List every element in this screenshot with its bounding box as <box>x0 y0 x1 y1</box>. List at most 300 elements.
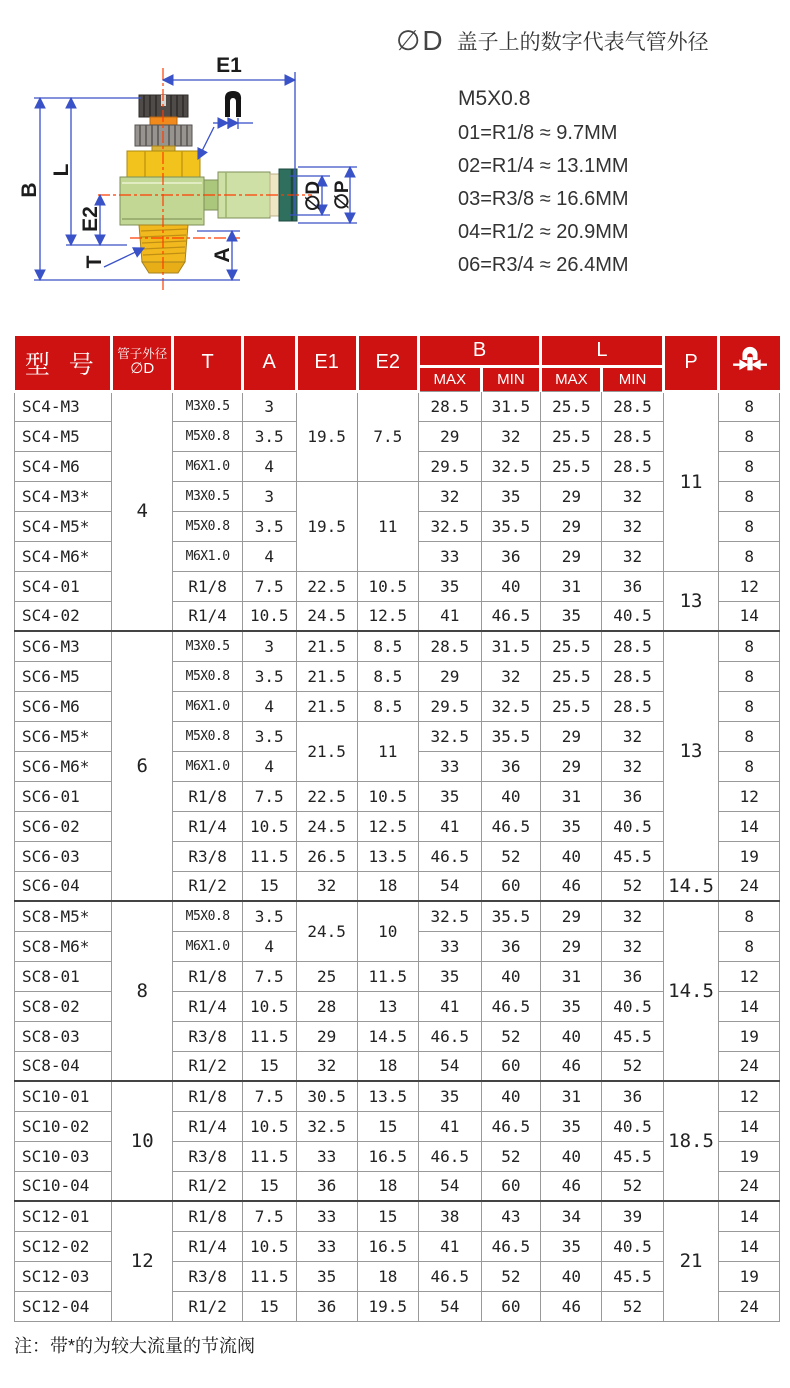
model-cell: SC6-M5 <box>15 661 112 691</box>
value-cell: 29 <box>541 481 602 511</box>
value-cell: 46.5 <box>481 601 541 631</box>
value-cell: 3 <box>242 481 296 511</box>
value-cell: 41 <box>418 1111 481 1141</box>
wrench-size-icon <box>731 344 769 376</box>
value-cell: 14.5 <box>357 1021 418 1051</box>
value-cell: 8 <box>719 751 780 781</box>
value-cell: 11.5 <box>242 1141 296 1171</box>
col-header-tube-od <box>112 336 173 391</box>
model-cell: SC4-M3* <box>15 481 112 511</box>
value-cell: 35 <box>296 1261 357 1291</box>
value-cell: R1/4 <box>173 991 243 1021</box>
value-cell: 32 <box>602 541 663 571</box>
value-cell: 8 <box>719 391 780 421</box>
value-cell: 24.5 <box>296 901 357 961</box>
value-cell: 15 <box>242 1171 296 1201</box>
value-cell: 7.5 <box>242 1201 296 1231</box>
value-cell: 41 <box>418 811 481 841</box>
value-cell: 45.5 <box>602 1141 663 1171</box>
value-cell: 46.5 <box>481 1231 541 1261</box>
value-cell: R1/2 <box>173 871 243 901</box>
value-cell: 16.5 <box>357 1231 418 1261</box>
value-cell: 28 <box>296 991 357 1021</box>
value-cell: 52 <box>481 1261 541 1291</box>
value-cell: 11.5 <box>242 1261 296 1291</box>
value-cell: 25.5 <box>541 631 602 661</box>
value-cell: 11 <box>357 481 418 571</box>
value-cell: 32 <box>602 751 663 781</box>
value-cell: M5X0.8 <box>173 661 243 691</box>
model-cell: SC4-M3 <box>15 391 112 421</box>
model-cell: SC8-01 <box>15 961 112 991</box>
value-cell: 6 <box>112 631 173 901</box>
value-cell: R3/8 <box>173 841 243 871</box>
value-cell: R3/8 <box>173 1141 243 1171</box>
value-cell: 12 <box>719 781 780 811</box>
thread-size-item: 06=R3/4 ≈ 26.4MM <box>458 254 629 276</box>
value-cell: 31 <box>541 1081 602 1111</box>
value-cell: 33 <box>418 751 481 781</box>
value-cell: 32 <box>481 421 541 451</box>
value-cell: 34 <box>541 1201 602 1231</box>
value-cell: 30.5 <box>296 1081 357 1111</box>
value-cell: 33 <box>418 541 481 571</box>
model-cell: SC10-02 <box>15 1111 112 1141</box>
col-header-l-min: MIN <box>602 366 663 391</box>
value-cell: 36 <box>602 961 663 991</box>
model-cell: SC4-02 <box>15 601 112 631</box>
value-cell: 25.5 <box>541 391 602 421</box>
value-cell: 8 <box>719 901 780 931</box>
value-cell: 8 <box>719 451 780 481</box>
value-cell: 15 <box>242 1051 296 1081</box>
value-cell: 29 <box>541 901 602 931</box>
value-cell: M6X1.0 <box>173 691 243 721</box>
footnote: 注：带*的为较大流量的节流阀 <box>14 1336 256 1356</box>
dim-label-b: B <box>18 182 41 198</box>
spec-table-header <box>15 336 780 391</box>
value-cell: 19.5 <box>296 481 357 571</box>
value-cell: 15 <box>357 1111 418 1141</box>
model-cell: SC12-02 <box>15 1231 112 1261</box>
model-cell: SC8-M5* <box>15 901 112 931</box>
value-cell: 10 <box>357 901 418 961</box>
spec-table <box>14 336 780 1322</box>
value-cell: 3.5 <box>242 511 296 541</box>
value-cell: 15 <box>242 1291 296 1321</box>
value-cell: 28.5 <box>602 631 663 661</box>
value-cell: 14.5 <box>663 901 719 1081</box>
model-cell: SC6-M6 <box>15 691 112 721</box>
model-cell: SC6-M5* <box>15 721 112 751</box>
model-cell: SC8-02 <box>15 991 112 1021</box>
value-cell: 8 <box>719 721 780 751</box>
value-cell: 35 <box>481 481 541 511</box>
value-cell: 60 <box>481 1291 541 1321</box>
value-cell: 8.5 <box>357 661 418 691</box>
value-cell: 19.5 <box>357 1291 418 1321</box>
col-header-t: T <box>173 336 243 391</box>
model-cell: SC12-01 <box>15 1201 112 1231</box>
value-cell: 35 <box>541 1111 602 1141</box>
value-cell: 11 <box>357 721 418 781</box>
value-cell: 10.5 <box>242 601 296 631</box>
model-cell: SC6-M3 <box>15 631 112 661</box>
value-cell: R1/4 <box>173 1111 243 1141</box>
value-cell: 31 <box>541 571 602 601</box>
value-cell: 46.5 <box>481 811 541 841</box>
value-cell: M6X1.0 <box>173 751 243 781</box>
value-cell: 29 <box>541 511 602 541</box>
value-cell: 12 <box>719 1081 780 1111</box>
value-cell: 14 <box>719 1231 780 1261</box>
value-cell: 54 <box>418 1051 481 1081</box>
dim-label-od: ∅D <box>303 180 324 212</box>
value-cell: 28.5 <box>602 691 663 721</box>
diameter-symbol: ∅D <box>396 25 445 56</box>
model-cell: SC4-M6* <box>15 541 112 571</box>
model-cell: SC4-01 <box>15 571 112 601</box>
value-cell: 35 <box>541 991 602 1021</box>
table-row <box>15 631 780 661</box>
model-cell: SC8-03 <box>15 1021 112 1051</box>
value-cell: 32 <box>602 481 663 511</box>
value-cell: 8 <box>112 901 173 1081</box>
value-cell: 35 <box>541 1231 602 1261</box>
value-cell: 29 <box>296 1021 357 1051</box>
value-cell: 14 <box>719 811 780 841</box>
thread-size-item: 04=R1/2 ≈ 20.9MM <box>458 221 629 243</box>
value-cell: 29 <box>418 421 481 451</box>
value-cell: 32 <box>602 931 663 961</box>
value-cell: 32 <box>481 661 541 691</box>
value-cell: 19 <box>719 1141 780 1171</box>
value-cell: 32.5 <box>481 451 541 481</box>
value-cell: 8 <box>719 691 780 721</box>
value-cell: 46 <box>541 871 602 901</box>
value-cell: 8.5 <box>357 691 418 721</box>
model-cell: SC8-04 <box>15 1051 112 1081</box>
value-cell: 33 <box>296 1201 357 1231</box>
value-cell: 40 <box>481 781 541 811</box>
value-cell: 8 <box>719 541 780 571</box>
model-cell: SC4-M5 <box>15 421 112 451</box>
value-cell: 40.5 <box>602 1231 663 1261</box>
value-cell: R1/8 <box>173 961 243 991</box>
value-cell: 45.5 <box>602 1261 663 1291</box>
col-header-e2: E2 <box>357 336 418 391</box>
value-cell: 41 <box>418 601 481 631</box>
value-cell: 21.5 <box>296 631 357 661</box>
value-cell: 18 <box>357 1261 418 1291</box>
value-cell: 24 <box>719 871 780 901</box>
value-cell: 52 <box>481 841 541 871</box>
value-cell: M3X0.5 <box>173 631 243 661</box>
value-cell: 35 <box>418 571 481 601</box>
table-row <box>15 391 780 421</box>
model-cell: SC10-03 <box>15 1141 112 1171</box>
value-cell: 33 <box>296 1231 357 1261</box>
tube-od-symbol: ∅D <box>130 360 155 378</box>
value-cell: 28.5 <box>602 421 663 451</box>
col-header-l-max: MAX <box>541 366 602 391</box>
value-cell: 21.5 <box>296 691 357 721</box>
value-cell: 21.5 <box>296 661 357 691</box>
value-cell: 36 <box>602 781 663 811</box>
value-cell: 12.5 <box>357 811 418 841</box>
value-cell: 32 <box>296 1051 357 1081</box>
value-cell: 25.5 <box>541 451 602 481</box>
value-cell: 10.5 <box>242 991 296 1021</box>
value-cell: 3 <box>242 391 296 421</box>
value-cell: 3.5 <box>242 721 296 751</box>
value-cell: 32 <box>602 721 663 751</box>
value-cell: 4 <box>242 931 296 961</box>
value-cell: 8 <box>719 931 780 961</box>
value-cell: 35 <box>418 1081 481 1111</box>
value-cell: 3.5 <box>242 421 296 451</box>
value-cell: 35 <box>541 811 602 841</box>
value-cell: 29 <box>541 751 602 781</box>
tube-od-text: 管子外径 <box>117 347 168 362</box>
thread-size-item: 03=R3/8 ≈ 16.6MM <box>458 188 629 210</box>
table-row <box>15 1201 780 1231</box>
value-cell: 21.5 <box>296 721 357 781</box>
value-cell: 4 <box>242 451 296 481</box>
value-cell: 19 <box>719 1021 780 1051</box>
model-cell: SC6-03 <box>15 841 112 871</box>
fitting-technical-drawing <box>0 10 400 320</box>
value-cell: 36 <box>296 1171 357 1201</box>
value-cell: 18 <box>357 1051 418 1081</box>
value-cell: 3.5 <box>242 661 296 691</box>
value-cell: 22.5 <box>296 781 357 811</box>
value-cell: 40.5 <box>602 991 663 1021</box>
value-cell: M6X1.0 <box>173 541 243 571</box>
value-cell: 33 <box>418 931 481 961</box>
value-cell: 14.5 <box>663 871 719 901</box>
info-title-text: 盖子上的数字代表气管外径 <box>456 30 709 54</box>
spec-table-body <box>15 391 780 1321</box>
value-cell: 46.5 <box>418 1141 481 1171</box>
value-cell: 46 <box>541 1051 602 1081</box>
value-cell: M5X0.8 <box>173 721 243 751</box>
value-cell: 28.5 <box>418 391 481 421</box>
value-cell: R1/8 <box>173 781 243 811</box>
value-cell: 36 <box>602 571 663 601</box>
value-cell: 60 <box>481 1051 541 1081</box>
value-cell: 13.5 <box>357 841 418 871</box>
value-cell: 10 <box>112 1081 173 1201</box>
value-cell: 7.5 <box>242 1081 296 1111</box>
value-cell: 13 <box>663 631 719 871</box>
value-cell: 32.5 <box>481 691 541 721</box>
value-cell: 10.5 <box>357 781 418 811</box>
value-cell: 24 <box>719 1291 780 1321</box>
value-cell: 7.5 <box>242 571 296 601</box>
value-cell: 52 <box>602 1171 663 1201</box>
value-cell: 28.5 <box>602 391 663 421</box>
dim-label-t: T <box>83 255 106 269</box>
thread-spec: M5X0.8 <box>458 87 531 110</box>
model-cell: SC8-M6* <box>15 931 112 961</box>
info-title <box>396 24 786 57</box>
value-cell: 38 <box>418 1201 481 1231</box>
value-cell: 7.5 <box>242 781 296 811</box>
col-header-b: B <box>418 336 540 366</box>
value-cell: 19.5 <box>296 391 357 481</box>
value-cell: 10.5 <box>242 1231 296 1261</box>
thread-size-info <box>396 24 786 282</box>
value-cell: 36 <box>481 751 541 781</box>
model-cell: SC6-04 <box>15 871 112 901</box>
value-cell: 19 <box>719 1261 780 1291</box>
fitting-body <box>120 95 297 273</box>
value-cell: 8 <box>719 511 780 541</box>
thread-size-item: 02=R1/4 ≈ 13.1MM <box>458 155 629 177</box>
value-cell: 60 <box>481 871 541 901</box>
value-cell: 40 <box>481 571 541 601</box>
value-cell: 11.5 <box>357 961 418 991</box>
col-header-model: 型 号 <box>15 336 112 391</box>
value-cell: 14 <box>719 1111 780 1141</box>
value-cell: 18 <box>357 1171 418 1201</box>
col-header-l: L <box>541 336 663 366</box>
value-cell: 36 <box>296 1291 357 1321</box>
value-cell: 31 <box>541 961 602 991</box>
value-cell: 11.5 <box>242 1021 296 1051</box>
value-cell: 40 <box>541 1141 602 1171</box>
value-cell: 25.5 <box>541 421 602 451</box>
value-cell: 10.5 <box>357 571 418 601</box>
value-cell: 54 <box>418 1291 481 1321</box>
col-header-a: A <box>242 336 296 391</box>
value-cell: 25 <box>296 961 357 991</box>
value-cell: 52 <box>481 1021 541 1051</box>
value-cell: M3X0.5 <box>173 391 243 421</box>
value-cell: R1/8 <box>173 571 243 601</box>
value-cell: 46.5 <box>418 1261 481 1291</box>
value-cell: 36 <box>481 541 541 571</box>
value-cell: M6X1.0 <box>173 931 243 961</box>
value-cell: 25.5 <box>541 661 602 691</box>
value-cell: 29 <box>541 721 602 751</box>
col-header-wrench <box>719 336 780 391</box>
value-cell: M5X0.8 <box>173 901 243 931</box>
value-cell: 21 <box>663 1201 719 1321</box>
value-cell: 40 <box>541 1021 602 1051</box>
value-cell: 46.5 <box>481 1111 541 1141</box>
value-cell: 28.5 <box>418 631 481 661</box>
dim-label-e2: E2 <box>79 206 102 232</box>
value-cell: 40 <box>481 1081 541 1111</box>
value-cell: 35.5 <box>481 901 541 931</box>
value-cell: R1/2 <box>173 1171 243 1201</box>
value-cell: 43 <box>481 1201 541 1231</box>
value-cell: 15 <box>242 871 296 901</box>
value-cell: 33 <box>296 1141 357 1171</box>
col-header-b-max: MAX <box>418 366 481 391</box>
value-cell: 12 <box>719 961 780 991</box>
value-cell: 28.5 <box>602 451 663 481</box>
value-cell: 40 <box>541 1261 602 1291</box>
value-cell: 32 <box>602 511 663 541</box>
value-cell: 35 <box>418 781 481 811</box>
value-cell: 32 <box>602 901 663 931</box>
value-cell: 39 <box>602 1201 663 1231</box>
value-cell: 31 <box>541 781 602 811</box>
value-cell: 52 <box>602 871 663 901</box>
value-cell: 10.5 <box>242 1111 296 1141</box>
value-cell: 35 <box>541 601 602 631</box>
value-cell: 60 <box>481 1171 541 1201</box>
value-cell: 4 <box>242 691 296 721</box>
value-cell: 28.5 <box>602 661 663 691</box>
value-cell: 46.5 <box>418 841 481 871</box>
dim-label-e1: E1 <box>216 54 242 77</box>
value-cell: 46.5 <box>418 1021 481 1051</box>
value-cell: 13 <box>663 571 719 631</box>
value-cell: 29 <box>418 661 481 691</box>
value-cell: M5X0.8 <box>173 421 243 451</box>
value-cell: 12 <box>719 571 780 601</box>
model-cell: SC12-04 <box>15 1291 112 1321</box>
value-cell: M6X1.0 <box>173 451 243 481</box>
value-cell: R1/2 <box>173 1291 243 1321</box>
value-cell: 4 <box>242 541 296 571</box>
value-cell: 24 <box>719 1051 780 1081</box>
release-clip-icon <box>225 91 241 117</box>
value-cell: 8 <box>719 481 780 511</box>
value-cell: 41 <box>418 991 481 1021</box>
value-cell: 10.5 <box>242 811 296 841</box>
value-cell: 32.5 <box>418 721 481 751</box>
value-cell: 29 <box>541 931 602 961</box>
value-cell: 32 <box>296 871 357 901</box>
value-cell: 46 <box>541 1171 602 1201</box>
value-cell: R1/4 <box>173 1231 243 1261</box>
value-cell: R1/2 <box>173 1051 243 1081</box>
value-cell: 15 <box>357 1201 418 1231</box>
value-cell: 45.5 <box>602 841 663 871</box>
dim-label-l: L <box>50 163 73 177</box>
value-cell: 8 <box>719 661 780 691</box>
value-cell: 32.5 <box>296 1111 357 1141</box>
value-cell: R1/4 <box>173 811 243 841</box>
value-cell: 46.5 <box>481 991 541 1021</box>
value-cell: 18 <box>357 871 418 901</box>
value-cell: 40.5 <box>602 601 663 631</box>
table-row <box>15 1081 780 1111</box>
value-cell: 36 <box>481 931 541 961</box>
value-cell: R1/8 <box>173 1201 243 1231</box>
value-cell: 40 <box>481 961 541 991</box>
main-body <box>120 177 204 225</box>
model-cell: SC6-M6* <box>15 751 112 781</box>
value-cell: 32.5 <box>418 901 481 931</box>
value-cell: 26.5 <box>296 841 357 871</box>
value-cell: 31.5 <box>481 631 541 661</box>
model-cell: SC6-01 <box>15 781 112 811</box>
value-cell: 54 <box>418 1171 481 1201</box>
value-cell: M3X0.5 <box>173 481 243 511</box>
value-cell: 40.5 <box>602 1111 663 1141</box>
value-cell: 4 <box>242 751 296 781</box>
value-cell: 8 <box>719 631 780 661</box>
col-header-b-min: MIN <box>481 366 541 391</box>
model-cell: SC10-01 <box>15 1081 112 1111</box>
value-cell: 24.5 <box>296 811 357 841</box>
